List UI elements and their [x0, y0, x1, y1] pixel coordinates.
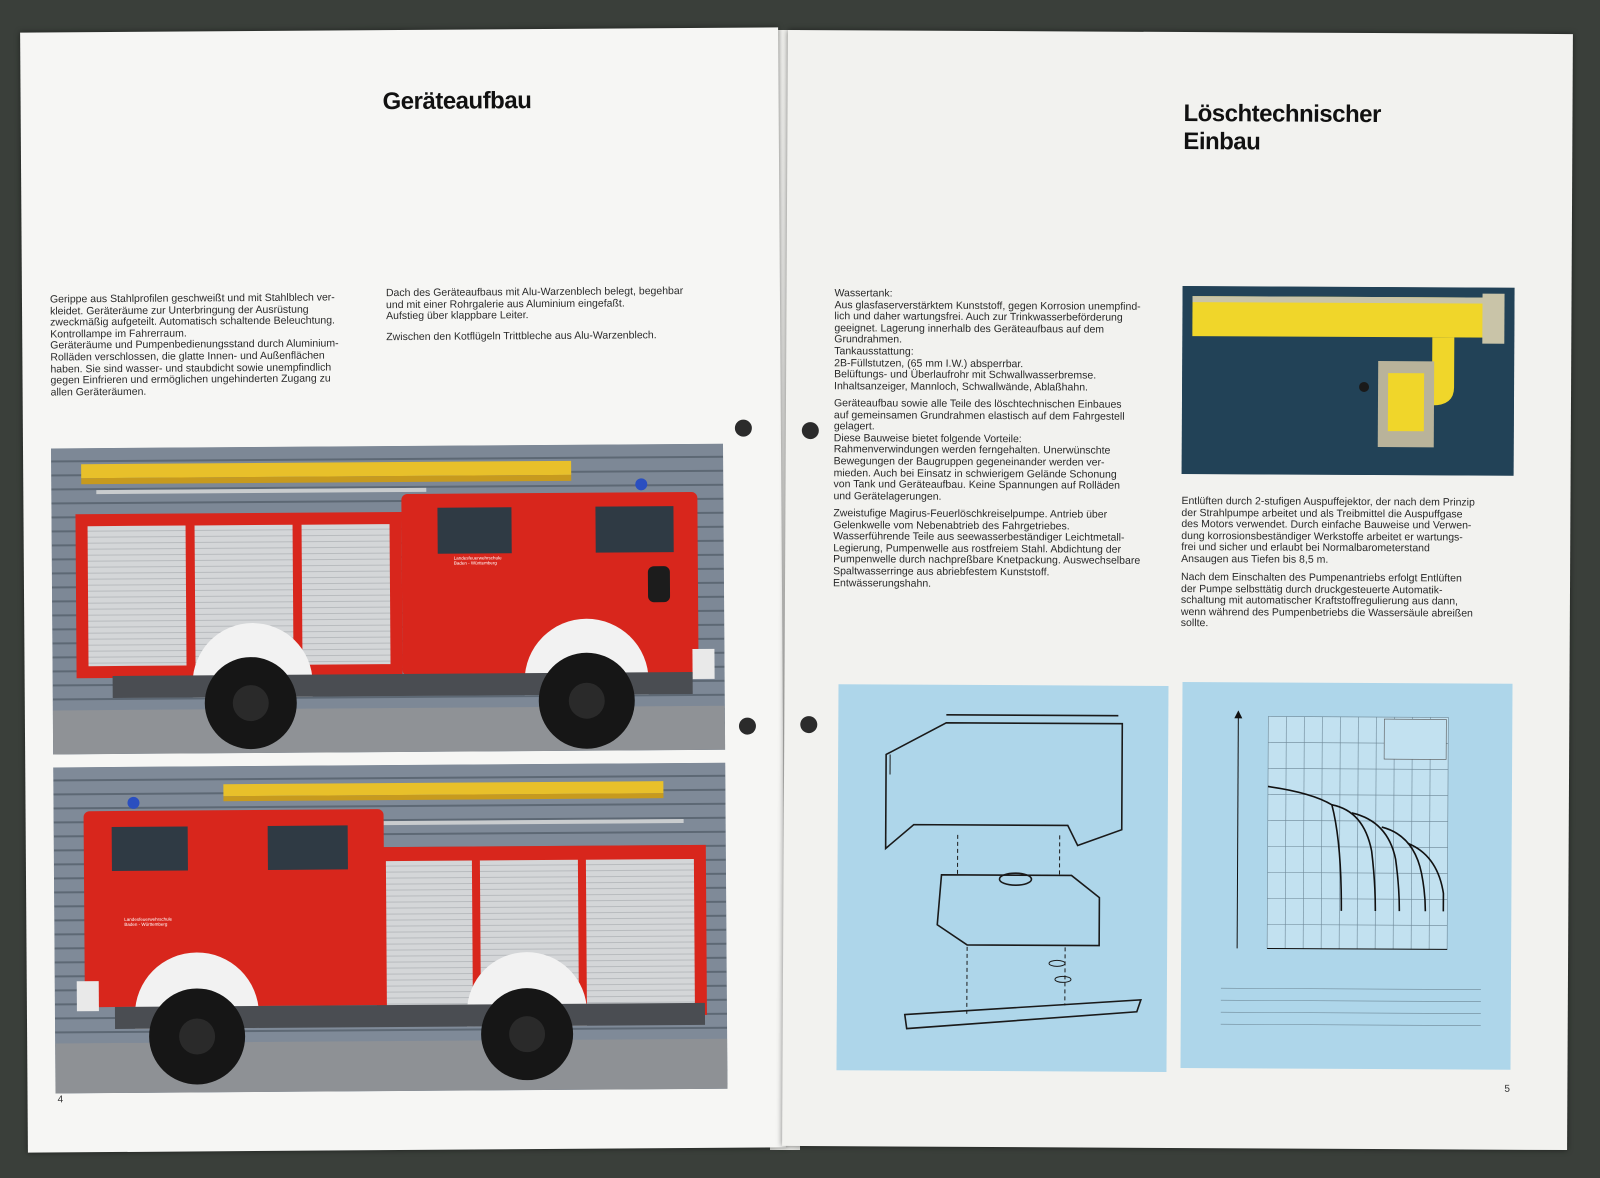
door-lettering-left-truck: Landesfeuerwehrschule Baden - Württemberg: [124, 916, 173, 927]
right-text-column-1-p1: Wassertank: Aus glasfaserverstärktem Kunststoff, gegen Korrosion unempfind- lich und daher wartungsfrei. Auch zur Trinkwasserbeförderung geeignet. Lagerung innerhalb des Geräteaufbaus auf dem Grundrahmen. Tankausstattung: 2B-Füllstutzen, (65 mm I.W.) absperrbar. Belüftungs- und Überlaufrohr mit Schwallwasserbremse. Inhaltsanzeiger, Mannloch, Schwallwände, Ablaßhahn.: [834, 287, 1141, 394]
truck-illustration-right: [51, 444, 725, 755]
right-text-column-2-p1: Entlüften durch 2-stufigen Auspuffejektor, der nach dem Prinzip der Strahlpumpe arbeitet und als Treibmittel die Auspuffgase des Motors verwendet. Durch einfache Bauweise und Verwen- dung korrosionsbeständiger Werkstoffe arbeitet er wartungs- frei und sicher und erlaubt bei Normalbarometerstand Ansaugen aus Tiefen bis 8,5 m.: [1181, 495, 1475, 566]
door-lettering-right-truck: Landesfeuerwehrschule Baden - Württemberg: [453, 555, 502, 566]
page-title-right: [1183, 100, 1381, 157]
right-page: [782, 30, 1573, 1150]
right-text-column-1-p3: Zweistufige Magirus-Feuerlöschkreiselpumpe. Antrieb über Gelenkwelle vom Nebenabtrieb des Fahrgetriebes. Wasserführende Teile aus seewasserbeständiger Leichtmetall- Legierung, Pumpenwelle aus rostfreiem Stahl. Abdichtung der Pumpenwelle durch nachpreßbare Knetpackung. Auswechselbare Spaltwasserringe aus abriebfestem Kunststoff. Entwässerungshahn.: [833, 507, 1141, 590]
left-text-column-1: Gerippe aus Stahlprofilen geschweißt und mit Stahlblech ver- kleidet. Geräteräume zur Unterbringung der Ausrüstung zweckmäßig aufgeteilt. Automatisch schaltende Beleuchtung. Kontrollampe im Fahrerraum. Geräteräume und Pumpenbedienungsstand durch Aluminium- Rolläden verschlossen, die glatte Innen- und Außenflächen haben. Sie sind wasser- und staubdicht sowie unempfindlich gegen Einfrieren und ermöglichen ungehinderten Zugang zu allen Geräteräumen.: [49, 291, 339, 399]
truck-photo-side-right: [51, 444, 725, 755]
truck-illustration-left: [53, 763, 727, 1094]
right-text-column-2-p2: Nach dem Einschalten des Pumpenantriebs erfolgt Entlüften der Pumpe selbsttätig durch druckgesteuerte Automatik- schaltung mit automatischer Kraftstoffregulierung aus dann, wenn während des Pumpenbetriebs die Wassersäule abreißen sollte.: [1180, 571, 1473, 630]
pump-performance-chart-panel: [1180, 682, 1512, 1070]
punch-hole: [800, 716, 817, 733]
right-text-column-1-p2: Geräteaufbau sowie alle Teile des löschtechnischen Einbaues auf gemeinsamen Grundrahmen elastisch auf dem Fahrgestell gelagert. Diese Bauweise bietet folgende Vorteile: Rahmenverwindungen werden ferngehalten. Unerwünschte Bewegungen der Baugruppen gegeneinander werden ver- mieden. Auch bei Einsatz in schwierigem Gelände Schonung von Tank und Geräteaufbau. Keine Spannungen auf Rolläden und Gerätelagerungen.: [833, 397, 1125, 503]
page-number-right: 5: [1504, 1083, 1510, 1095]
exploded-body-tank-diagram: [836, 684, 1168, 1072]
punch-hole: [735, 420, 752, 437]
truck-photo-side-left: [53, 763, 727, 1094]
ejector-illustration: [1182, 286, 1515, 476]
left-text-column-2-p2: Zwischen den Kotflügeln Trittbleche aus Alu-Warzenblech.: [386, 329, 657, 344]
pump-performance-chart: [1180, 682, 1512, 1070]
left-text-column-2-p1: Dach des Geräteaufbaus mit Alu-Warzenblech belegt, begehbar und mit einer Rohrgalerie aus Aluminium eingefaßt. Aufstieg über klappbare Leiter.: [385, 285, 684, 323]
punch-hole: [802, 422, 819, 439]
ejector-photo: [1182, 286, 1515, 476]
page-title-left: Geräteaufbau: [382, 87, 532, 116]
exploded-diagram-panel: [836, 684, 1168, 1072]
punch-hole: [739, 718, 756, 735]
page-title-right-line1: Löschtechnischer: [1183, 100, 1381, 129]
left-page: [20, 27, 786, 1152]
page-title-right-line2: Einbau: [1183, 128, 1261, 156]
page-number-left: 4: [57, 1094, 64, 1106]
